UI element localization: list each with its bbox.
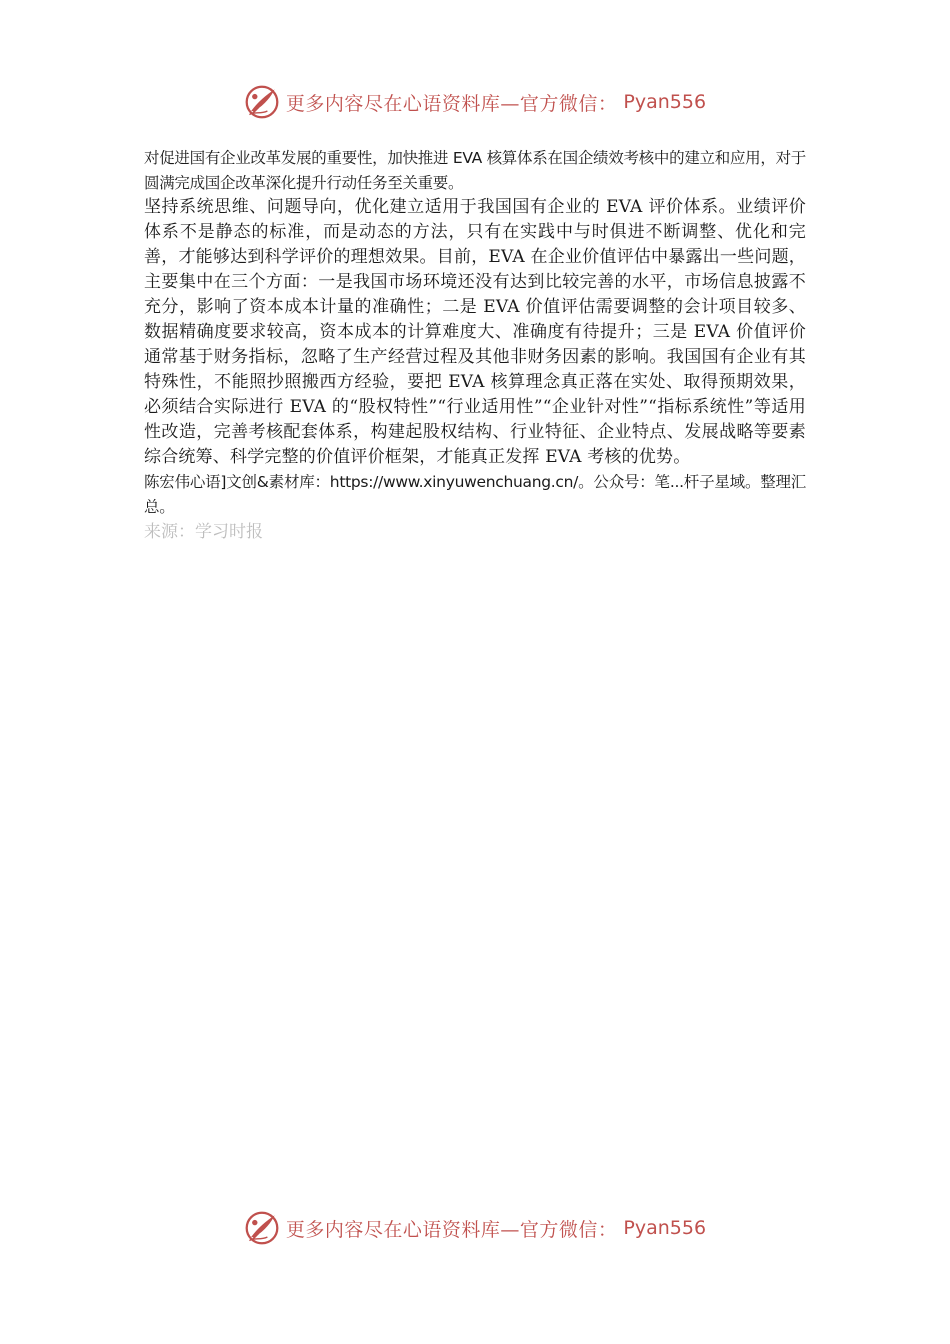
header-banner-text: 更多内容尽在心语资料库—官方微信： bbox=[285, 92, 618, 115]
quill-pen-logo-icon bbox=[244, 1210, 280, 1246]
paragraph-eva-system: 坚持系统思维、问题导向，优化建立适用于我国国有企业的 EVA 评价体系。业绩评价体系不是静态的标准，而是动态的方法，只有在实践中与时俱进不断调整、优化和完善，才能够达到科学评价的理想效果。目前，EVA 在企业价值评估中暴露出一些问题，主要集中在三个方面：一是我国市场环境还没有达到比较完善的水平，市场信息披露不充分，影响了资本成本计量的准确性；二是 EVA 价值评估需要调整的会计项目较多、数据精确度要求较高，资本成本的计算难度大、准确度有待提升；三是 EVA 价值评价通常基于财务指标，忽略了生产经营过程及其他非财务因素的影响。我国国有企业有其特殊性，不能照抄照搬西方经验，要把 EVA 核算理念真正落在实处、取得预期效果，必须结合实际进行 EVA 的“股权特性”“行业适用性”“企业针对性”“指标系统性”等适用性改造，完善考核配套体系，构建起股权结构、行业特征、企业特点、发展战略等要素综合统筹、科学完整的价值评价框架，才能真正发挥 EVA 考核的优势。 bbox=[144, 197, 806, 467]
footer-banner-wechat-id: Pyan556 bbox=[623, 1217, 707, 1239]
footer-banner bbox=[0, 1208, 950, 1248]
footer-banner-inner bbox=[244, 1210, 706, 1246]
quill-pen-logo-icon bbox=[244, 84, 280, 120]
paragraph-source-note: 陈宏伟心语]文创&素材库：https://www.xinyuwenchuang.cn/。公众号：笔...杆子星域。整理汇总。 bbox=[144, 473, 806, 516]
header-banner bbox=[0, 82, 950, 122]
source-attribution: 来源：学习时报 bbox=[144, 522, 263, 542]
header-banner-inner bbox=[244, 84, 706, 120]
header-banner-wechat-id: Pyan556 bbox=[623, 91, 707, 113]
footer-banner-text: 更多内容尽在心语资料库—官方微信： bbox=[285, 1218, 618, 1241]
document-body bbox=[144, 146, 806, 545]
paragraph-intro: 对促进国有企业改革发展的重要性，加快推进 EVA 核算体系在国企绩效考核中的建立和应用，对于圆满完成国企改革深化提升行动任务至关重要。 bbox=[144, 149, 806, 192]
